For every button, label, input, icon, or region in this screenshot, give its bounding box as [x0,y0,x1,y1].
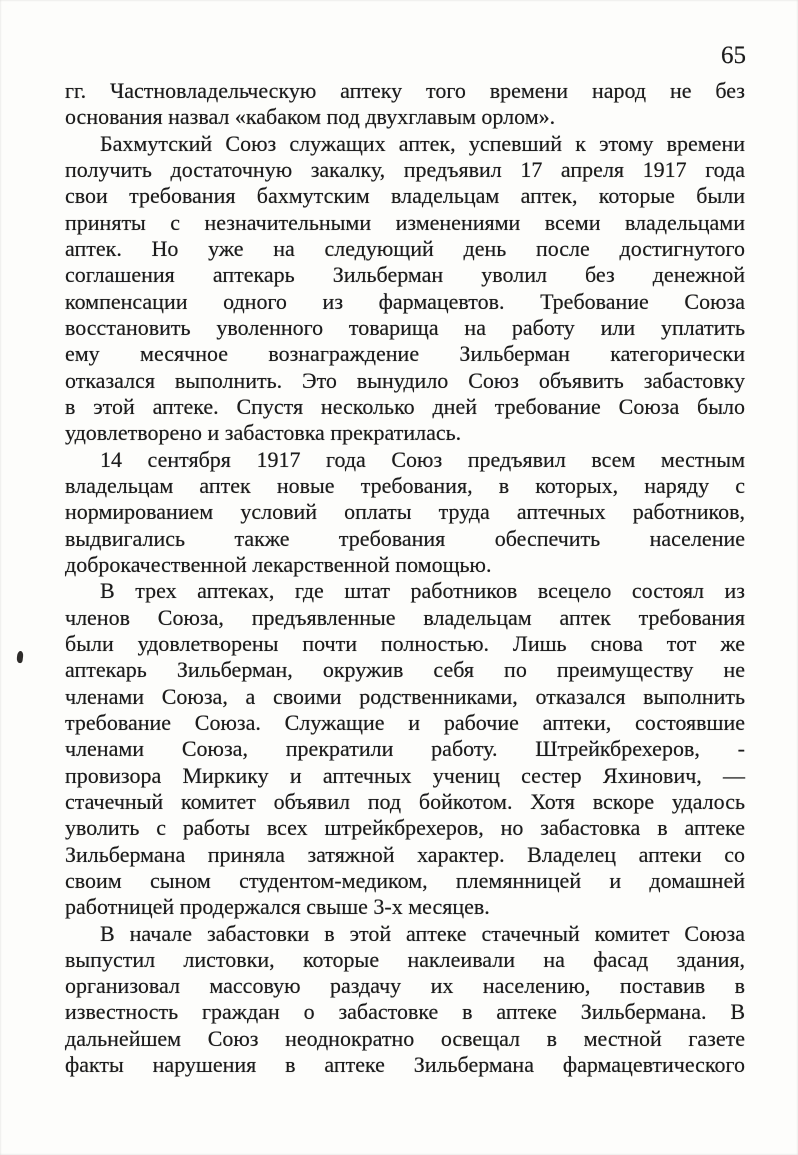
text-line: В начале забастовки в этой аптеке стачечный комитет Союза [100,920,745,946]
text-line: уволить с работы всех штрейкбрехеров, но забастовка в аптеке [65,815,745,841]
text-line: соглашения аптекарь Зильберман уволил без денежной [65,262,745,288]
ink-speck [16,651,23,664]
text-line: Зильбермана приняла затяжной характер. Владелец аптеки со [65,841,745,867]
text-line: организовал массовую раздачу их населению, поставив в [65,973,745,999]
text-line: нормированием условий оплаты труда аптечных работников, [65,499,745,525]
text-line: выдвигались также требования обеспечить население [65,525,745,551]
text-line: членами Союза, а своими родственниками, отказался выполнить [65,683,745,709]
text-block [65,78,745,1078]
text-line: гг. Частновладельческую аптеку того времени народ не без [65,78,745,103]
text-line: факты нарушения в аптеке Зильбермана фармацевтического [65,1052,745,1078]
text-line: стачечный комитет объявил под бойкотом. Хотя вскоре удалось [65,788,745,814]
text-line: работницей продержался свыше 3-х месяцев. [65,894,490,920]
text-line: компенсации одного из фармацевтов. Требование Союза [65,288,745,314]
text-line: своим сыном студентом-медиком, племянницей и домашней [65,867,745,893]
text-line: владельцам аптек новые требования, в которых, наряду с [65,472,745,498]
text-line: в этой аптеке. Спустя несколько дней требование Союза было [65,393,745,419]
text-line: выпустил листовки, которые наклеивали на фасад здания, [65,946,745,972]
text-line: 14 сентября 1917 года Союз предъявил всем местным [100,446,745,472]
text-line: членами Союза, прекратили работу. Штрейкбрехеров, - [65,736,745,762]
text-line: дальнейшем Союз неоднократно освещал в местной газете [65,1025,745,1051]
text-line: известность граждан о забастовке в аптеке Зильбермана. В [65,999,745,1025]
text-line: В трех аптеках, где штат работников всецело состоял из [100,578,745,604]
page-number: 65 [721,42,746,69]
text-line: приняты с незначительными изменениями всеми владельцами [65,209,745,235]
text-line: удовлетворено и забастовка прекратилась. [65,420,462,446]
text-line: отказался выполнить. Это вынудило Союз объявить забастовку [65,367,745,393]
text-line: требование Союза. Служащие и рабочие аптеки, состоявшие [65,709,745,735]
text-line: основания назвал «кабаком под двухглавым орлом». [65,104,556,130]
text-line: восстановить уволенного товарища на работу или уплатить [65,314,745,340]
text-line: доброкачественной лекарственной помощью. [65,551,492,577]
text-line: свои требования бахмутским владельцам аптек, которые были [65,183,745,209]
text-line: получить достаточную закалку, предъявил 17 апреля 1917 года [65,156,745,182]
text-line: аптек. Но уже на следующий день после достигнутого [65,235,745,261]
text-line: были удовлетворены почти полностью. Лишь снова тот же [65,630,745,656]
text-line: провизора Миркику и аптечных учениц сестер Яхинович, — [65,762,745,788]
text-line: членов Союза, предъявленные владельцам аптек требования [65,604,745,630]
text-line: аптекарь Зильберман, окружив себя по преимуществу не [65,657,745,683]
text-line: ему месячное вознаграждение Зильберман категорически [65,341,745,367]
text-line: Бахмутский Союз служащих аптек, успевший к этому времени [100,130,745,156]
